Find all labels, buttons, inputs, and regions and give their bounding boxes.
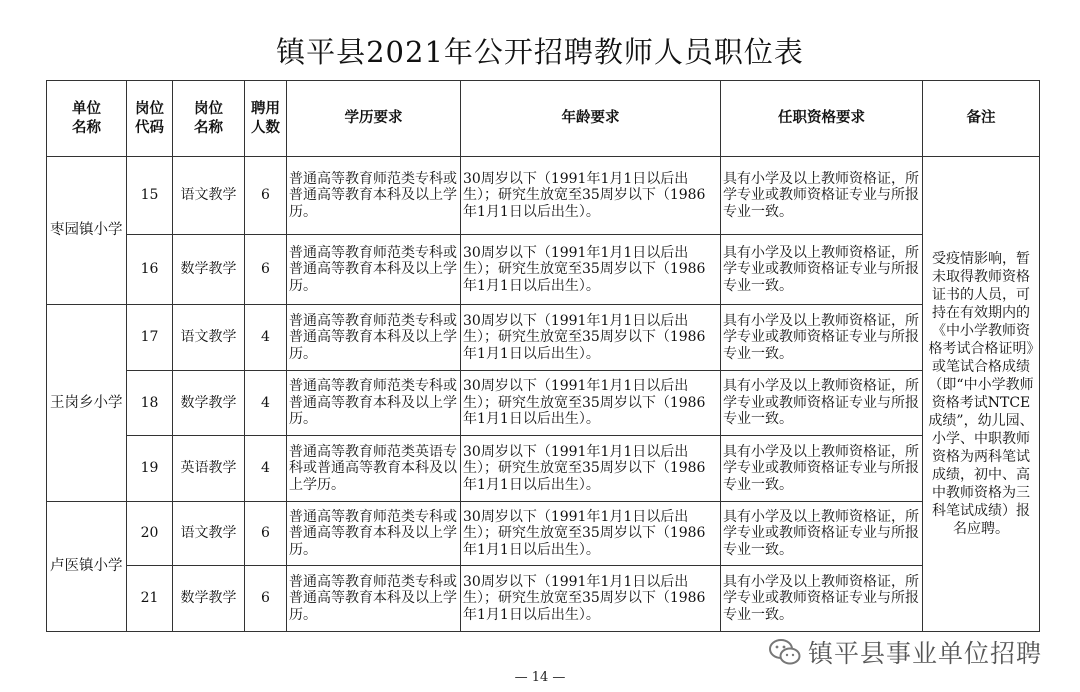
unit-name: 卢医镇小学: [47, 502, 127, 632]
post-name: 语文教学: [173, 305, 245, 371]
hire-count: 6: [245, 502, 287, 566]
wechat-icon: [768, 637, 802, 667]
edu-requirement: 普通高等教育师范类专科或普通高等教育本科及以上学历。: [287, 305, 461, 371]
header-note: 备注: [923, 81, 1040, 157]
header-age: 年龄要求: [461, 81, 721, 157]
edu-requirement: 普通高等教育师范类专科或普通高等教育本科及以上学历。: [287, 157, 461, 235]
header-count: 聘用 人数: [245, 81, 287, 157]
watermark-text: 镇平县事业单位招聘: [808, 639, 1043, 668]
table-row: [47, 436, 1040, 502]
post-code: 17: [127, 305, 173, 371]
age-requirement: 30周岁以下（1991年1月1日以后出生）；研究生放宽至35周岁以下（1986年1月1日以后出生）。: [461, 157, 721, 235]
table-row: [47, 371, 1040, 436]
edu-requirement: 普通高等教育师范类专科或普通高等教育本科及以上学历。: [287, 371, 461, 436]
post-name: 数学教学: [173, 371, 245, 436]
header-row: [47, 81, 1040, 157]
hire-count: 4: [245, 305, 287, 371]
hire-count: 4: [245, 436, 287, 502]
age-requirement: 30周岁以下（1991年1月1日以后出生）；研究生放宽至35周岁以下（1986年1月1日以后出生）。: [461, 305, 721, 371]
post-code: 20: [127, 502, 173, 566]
post-name: 语文教学: [173, 157, 245, 235]
post-code: 21: [127, 566, 173, 632]
header-edu: 学历要求: [287, 81, 461, 157]
post-code: 16: [127, 235, 173, 305]
age-requirement: 30周岁以下（1991年1月1日以后出生）；研究生放宽至35周岁以下（1986年1月1日以后出生）。: [461, 502, 721, 566]
post-code: 18: [127, 371, 173, 436]
edu-requirement: 普通高等教育师范类专科或普通高等教育本科及以上学历。: [287, 566, 461, 632]
header-code: 岗位 代码: [127, 81, 173, 157]
page-title: 镇平县2021年公开招聘教师人员职位表: [276, 35, 804, 69]
age-requirement: 30周岁以下（1991年1月1日以后出生）；研究生放宽至35周岁以下（1986年1月1日以后出生）。: [461, 371, 721, 436]
qualification-requirement: 具有小学及以上教师资格证，所学专业或教师资格证专业与所报专业一致。: [721, 305, 923, 371]
age-requirement: 30周岁以下（1991年1月1日以后出生）；研究生放宽至35周岁以下（1986年1月1日以后出生）。: [461, 566, 721, 632]
qualification-requirement: 具有小学及以上教师资格证，所学专业或教师资格证专业与所报专业一致。: [721, 371, 923, 436]
hire-count: 4: [245, 371, 287, 436]
header-unit: 单位 名称: [47, 81, 127, 157]
hire-count: 6: [245, 157, 287, 235]
hire-count: 6: [245, 566, 287, 632]
unit-name: 王岗乡小学: [47, 305, 127, 502]
page-number: — 14 —: [514, 670, 566, 685]
post-name: 数学教学: [173, 566, 245, 632]
header-post: 岗位 名称: [173, 81, 245, 157]
qualification-requirement: 具有小学及以上教师资格证，所学专业或教师资格证专业与所报专业一致。: [721, 566, 923, 632]
edu-requirement: 普通高等教育师范类英语专科或普通高等教育本科及以上学历。: [287, 436, 461, 502]
age-requirement: 30周岁以下（1991年1月1日以后出生）；研究生放宽至35周岁以下（1986年1月1日以后出生）。: [461, 436, 721, 502]
remarks: 受疫情影响，暂未取得教师资格证书的人员，可持在有效期内的《中小学教师资格考试合格证明》或笔试合格成绩（即“中小学教师资格考试NTCE成绩”，幼儿园、小学、中职教师资格为两科笔试成绩，初中、高中教师资格为三科笔试成绩）报名应聘。: [923, 157, 1040, 632]
header-qual: 任职资格要求: [721, 81, 923, 157]
post-code: 15: [127, 157, 173, 235]
watermark: [768, 634, 1042, 670]
positions-table: [46, 80, 1040, 632]
post-name: 英语教学: [173, 436, 245, 502]
hire-count: 6: [245, 235, 287, 305]
qualification-requirement: 具有小学及以上教师资格证，所学专业或教师资格证专业与所报专业一致。: [721, 502, 923, 566]
edu-requirement: 普通高等教育师范类专科或普通高等教育本科及以上学历。: [287, 502, 461, 566]
table-row: [47, 235, 1040, 305]
table-row: [47, 157, 1040, 235]
unit-name: 枣园镇小学: [47, 157, 127, 305]
post-name: 语文教学: [173, 502, 245, 566]
qualification-requirement: 具有小学及以上教师资格证，所学专业或教师资格证专业与所报专业一致。: [721, 235, 923, 305]
qualification-requirement: 具有小学及以上教师资格证，所学专业或教师资格证专业与所报专业一致。: [721, 436, 923, 502]
table-row: [47, 502, 1040, 566]
post-code: 19: [127, 436, 173, 502]
qualification-requirement: 具有小学及以上教师资格证，所学专业或教师资格证专业与所报专业一致。: [721, 157, 923, 235]
age-requirement: 30周岁以下（1991年1月1日以后出生）；研究生放宽至35周岁以下（1986年1月1日以后出生）。: [461, 235, 721, 305]
table-row: [47, 566, 1040, 632]
post-name: 数学教学: [173, 235, 245, 305]
table-row: [47, 305, 1040, 371]
edu-requirement: 普通高等教育师范类专科或普通高等教育本科及以上学历。: [287, 235, 461, 305]
